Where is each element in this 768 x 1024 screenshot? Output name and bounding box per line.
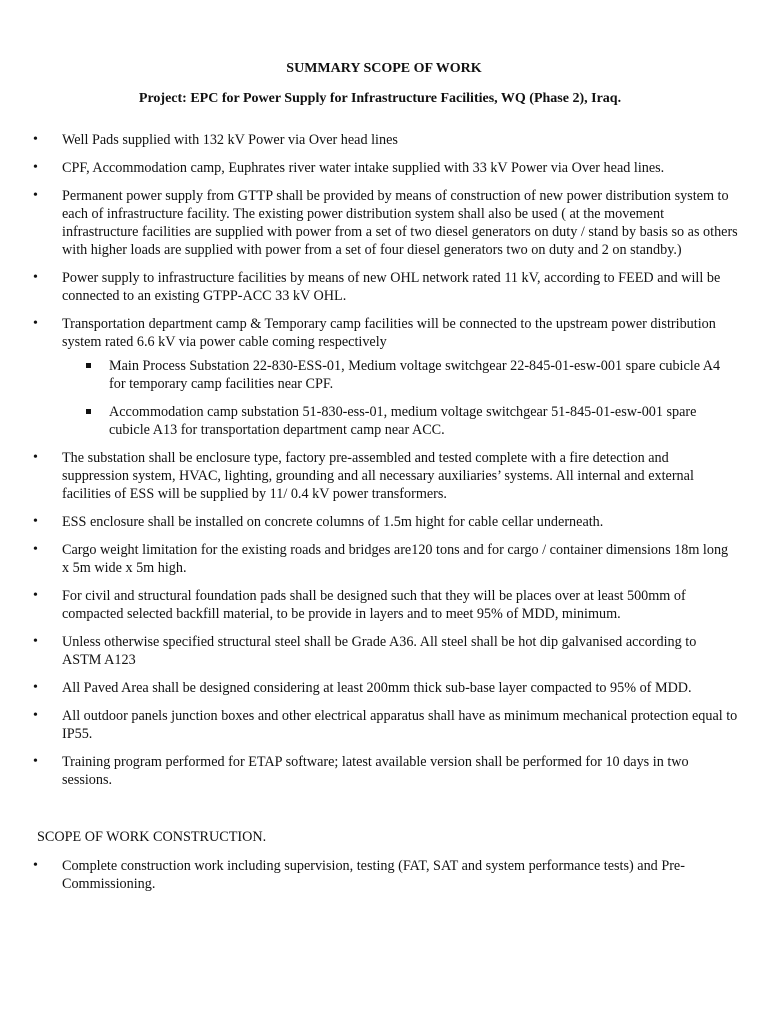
list-item-text: Transportation department camp & Temporary camp facilities will be connected to the upstream power distribution system rated 6.6 kV via power cable coming respectively [62, 316, 716, 350]
list-item [0, 449, 738, 503]
list-item-text: Permanent power supply from GTTP shall be provided by means of construction of new power distribution system to each of infrastructure facility. The existing power distribution system shall also be used ( at the movement infrastructure facilities are supplied with power from a set of two diesel generators on duty / stand by basis so as others with higher loads are supplied with power from a set of four diesel generators two on duty and 2 on standby.) [62, 188, 738, 258]
list-item [0, 315, 738, 439]
list-item-text: Training program performed for ETAP software; latest available version shall be performed for 10 days in two sessions. [62, 754, 689, 788]
list-item [0, 753, 738, 789]
sub-list-item-text: Accommodation camp substation 51-830-ess-01, medium voltage switchgear 51-845-01-esw-001 spare cubicle A13 for transportation department camp near ACC. [109, 404, 697, 438]
square-bullet-icon [86, 363, 91, 368]
square-bullet-icon [86, 409, 91, 414]
list-item [0, 707, 738, 743]
list-item [0, 159, 738, 177]
bullet-icon: • [33, 542, 38, 557]
list-item-text: For civil and structural foundation pads shall be designed such that they will be places over at least 500mm of compacted selected backfill material, to be provide in layers and to meet 95% of MDD, minimum. [62, 588, 686, 622]
bullet-icon: • [33, 514, 38, 529]
bullet-icon: • [33, 188, 38, 203]
section-heading: SCOPE OF WORK CONSTRUCTION. [37, 829, 267, 845]
list-item [0, 131, 738, 149]
bullet-icon: • [33, 132, 38, 147]
list-item [0, 633, 738, 669]
document-title: SUMMARY SCOPE OF WORK [286, 61, 482, 76]
list-item-text: All Paved Area shall be designed considering at least 200mm thick sub-base layer compacted to 95% of MDD. [62, 680, 692, 696]
construction-list [0, 857, 738, 903]
list-item-text: Cargo weight limitation for the existing roads and bridges are120 tons and for cargo / container dimensions 18m long x 5m wide x 5m high. [62, 542, 729, 576]
bullet-icon: • [33, 160, 38, 175]
list-item-text: All outdoor panels junction boxes and other electrical apparatus shall have as minimum mechanical protection equal to IP55. [62, 708, 738, 742]
list-item [0, 587, 738, 623]
sub-list-item [62, 403, 738, 439]
bullet-icon: • [33, 754, 38, 769]
sub-list [62, 357, 738, 439]
sub-list-item-text: Main Process Substation 22-830-ESS-01, Medium voltage switchgear 22-845-01-esw-001 spare cubicle A4 for temporary camp facilities near CPF. [109, 358, 721, 392]
bullet-icon: • [33, 270, 38, 285]
list-item [0, 541, 738, 577]
list-item-text: Power supply to infrastructure facilities by means of new OHL network rated 11 kV, according to FEED and will be connected to an existing GTPP-ACC 33 kV OHL. [62, 270, 721, 304]
bullet-icon: • [33, 316, 38, 331]
bullet-icon: • [33, 680, 38, 695]
sub-list-item [62, 357, 738, 393]
bullet-icon: • [33, 450, 38, 465]
bullet-icon: • [33, 858, 38, 873]
list-item [0, 187, 738, 259]
list-item [0, 679, 738, 697]
scope-list [0, 131, 738, 799]
list-item [0, 857, 738, 893]
bullet-icon: • [33, 588, 38, 603]
bullet-icon: • [33, 708, 38, 723]
list-item-text: CPF, Accommodation camp, Euphrates river water intake supplied with 33 kV Power via Over head lines. [62, 160, 665, 176]
list-item-text: Complete construction work including supervision, testing (FAT, SAT and system performance tests) and Pre-Commissioning. [62, 858, 685, 892]
list-item-text: The substation shall be enclosure type, factory pre-assembled and tested complete with a fire detection and suppression system, HVAC, lighting, grounding and all necessary auxiliaries’ systems. All internal and external facilities of ESS will be supplied by 11/ 0.4 kV power transformers. [62, 450, 694, 502]
list-item-text: Unless otherwise specified structural steel shall be Grade A36. All steel shall be hot dip galvanised according to ASTM A123 [62, 634, 697, 668]
project-subtitle: Project: EPC for Power Supply for Infrastructure Facilities, WQ (Phase 2), Iraq. [138, 91, 622, 106]
list-item [0, 513, 738, 531]
list-item-text: Well Pads supplied with 132 kV Power via Over head lines [62, 132, 398, 148]
list-item [0, 269, 738, 305]
bullet-icon: • [33, 634, 38, 649]
list-item-text: ESS enclosure shall be installed on concrete columns of 1.5m hight for cable cellar underneath. [62, 514, 604, 530]
